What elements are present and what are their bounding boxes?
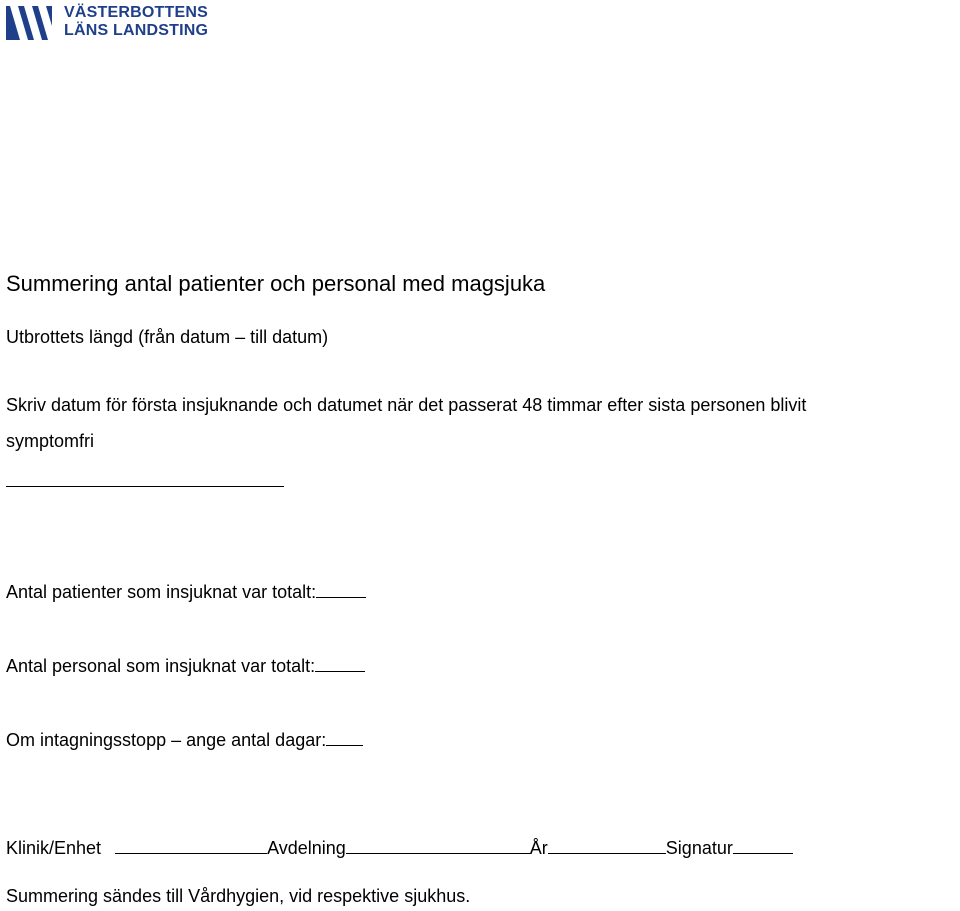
staff-count-label: Antal personal som insjuknat var totalt:: [6, 656, 316, 676]
ar-field[interactable]: [548, 835, 666, 854]
avdelning-label: Avdelning: [267, 838, 346, 858]
patients-count-row: [6, 579, 366, 603]
logo-text-line2: LÄNS LANDSTING: [64, 22, 209, 39]
county-council-logo: [6, 4, 209, 44]
duration-label: Utbrottets längd (från datum – till datum): [6, 327, 329, 347]
page-title: Summering antal patienter och personal med magsjuka: [6, 271, 546, 296]
signatur-label: Signatur: [665, 838, 733, 858]
logo-emblem-icon: [6, 6, 52, 40]
patients-count-label: Antal patienter som insjuknat var totalt:: [6, 582, 317, 602]
admission-stop-days-field[interactable]: [326, 727, 363, 746]
staff-count-field[interactable]: [315, 653, 365, 672]
signatur-field[interactable]: [733, 835, 793, 854]
logo-text-line1: VÄSTERBOTTENS: [64, 4, 208, 21]
staff-count-row: [6, 653, 365, 677]
klinik-field[interactable]: [115, 835, 267, 854]
patients-count-field[interactable]: [316, 579, 366, 598]
send-note: Summering sändes till Vårdhygien, vid respektive sjukhus.: [6, 886, 471, 906]
ar-label: År: [529, 838, 548, 858]
duration-date-field[interactable]: [6, 486, 284, 487]
klinik-label: Klinik/Enhet: [6, 838, 102, 858]
admission-stop-row: [6, 727, 363, 751]
footer-fields-row: [6, 835, 793, 859]
instruction-text-line1: Skriv datum för första insjuknande och datumet när det passerat 48 timmar efter sista personen blivit: [6, 395, 807, 415]
instruction-text-line2: symptomfri: [6, 431, 95, 451]
avdelning-field[interactable]: [346, 835, 530, 854]
admission-stop-label: Om intagningsstopp – ange antal dagar:: [6, 730, 327, 750]
